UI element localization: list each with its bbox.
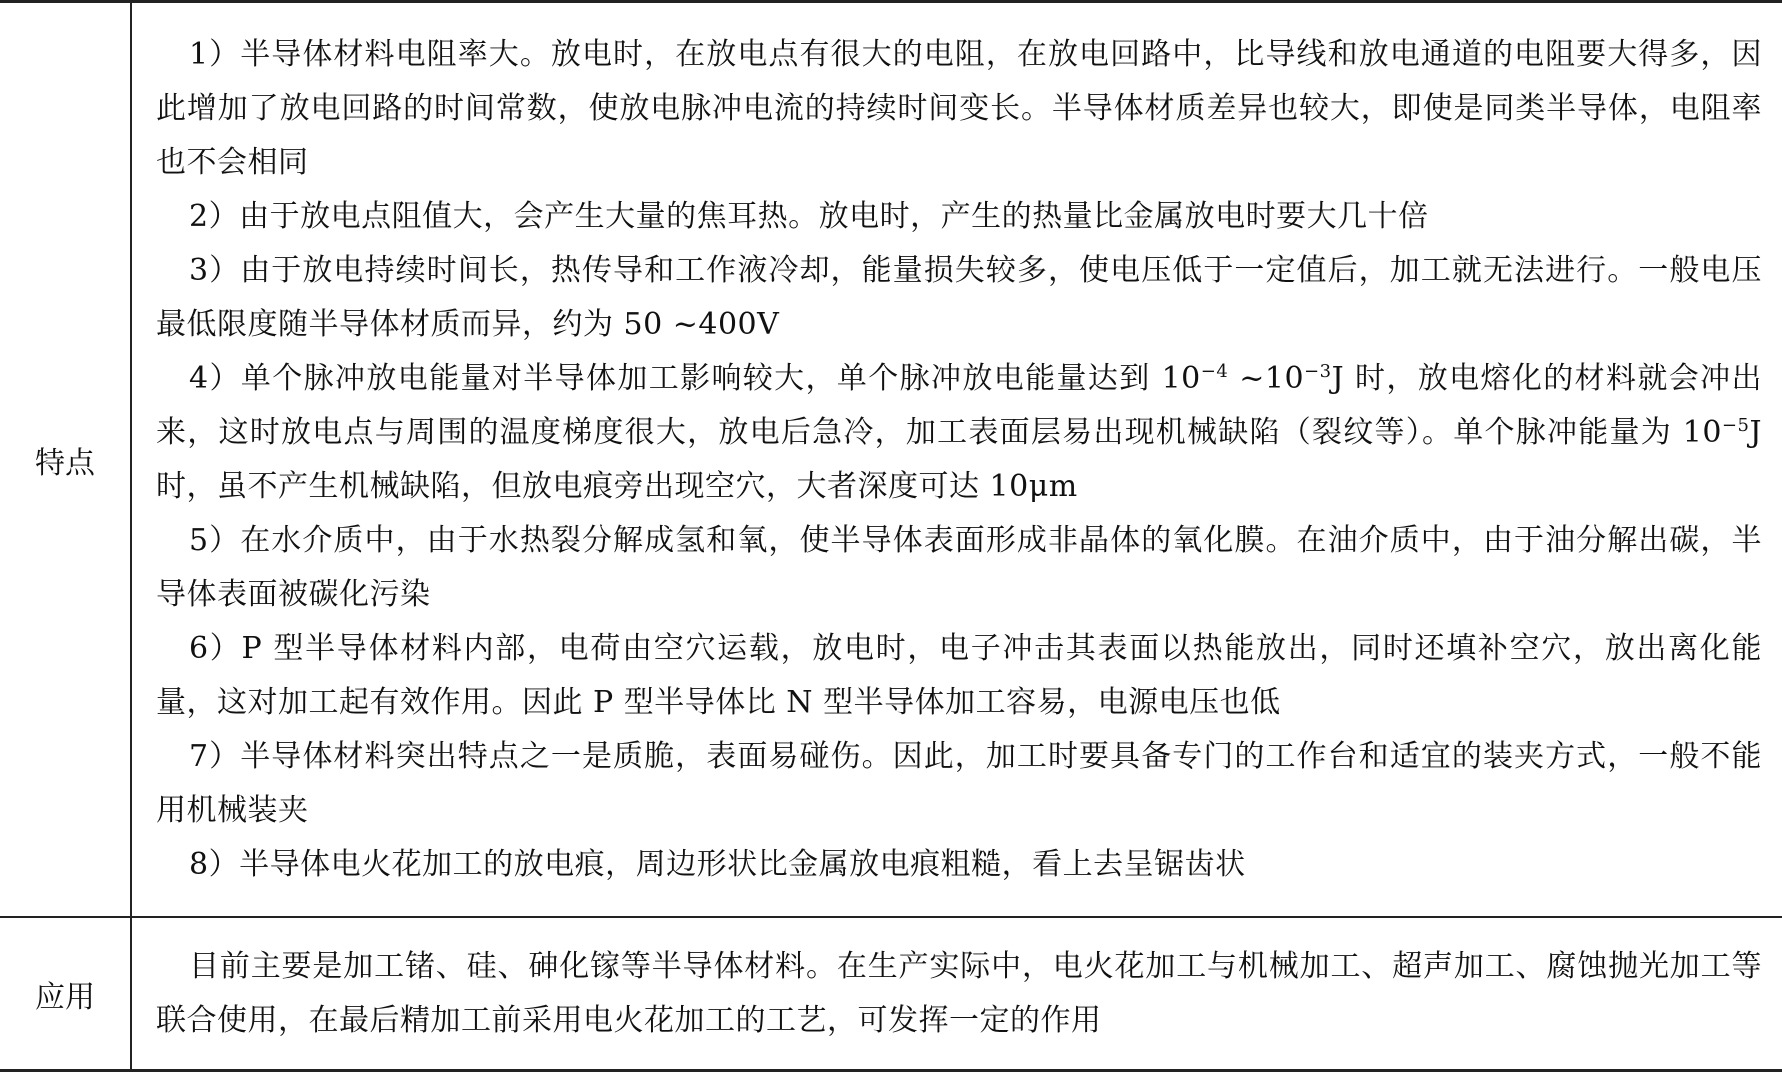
feature-paragraph-8: 8）半导体电火花加工的放电痕，周边形状比金属放电痕粗糙，看上去呈锯齿状 [189,846,1246,882]
table-row-application [0,917,1782,1071]
feature-paragraph-4 [156,352,1762,514]
application-paragraph: 目前主要是加工锗、硅、砷化镓等半导体材料。在生产实际中，电火花加工与机械加工、超声加工、腐蚀抛光加工等联合使用，在最后精加工前采用电火花加工的工艺，可发挥一定的作用 [156,948,1762,1038]
feature-paragraph-2: 2）由于放电点阻值大，会产生大量的焦耳热。放电时，产生的热量比金属放电时要大几十倍 [189,198,1429,234]
feature-4-text-d: J 时，虽不产生机械缺陷，但放电痕旁出现空穴，大者深度可达 10μm [156,414,1762,504]
feature-paragraph-3: 3）由于放电持续时间长，热传导和工作液冷却，能量损失较多，使电压低于一定值后，加工就无法进行。一般电压最低限度随半导体材质而异，约为 50 ~400V [156,252,1762,342]
feature-paragraph-1: 1）半导体材料电阻率大。放电时，在放电点有很大的电阻，在放电回路中，比导线和放电通道的电阻要大得多，因此增加了放电回路的时间常数，使放电脉冲电流的持续时间变长。半导体材质差异也较大，即使是同类半导体，电阻率也不会相同 [156,36,1762,180]
feature-paragraph-6: 6）P 型半导体材料内部，电荷由空穴运载，放电时，电子冲击其表面以热能放出，同时还填补空穴，放出离化能量，这对加工起有效作用。因此 P 型半导体比 N 型半导体加工容易，电源电压也低 [156,630,1762,720]
row-label-application: 应用 [0,917,131,1071]
feature-paragraph-5: 5）在水介质中，由于水热裂分解成氢和氧，使半导体表面形成非晶体的氧化膜。在油介质中，由于油分解出碳，半导体表面被碳化污染 [156,522,1762,612]
table-row-features [0,2,1782,918]
row-content-application [131,917,1782,1071]
exponent-neg5: −5 [1721,414,1750,436]
exponent-neg4: −4 [1200,360,1229,382]
row-content-features [131,2,1782,918]
exponent-neg3: −3 [1304,360,1332,382]
feature-4-text-b: ~10 [1228,360,1305,396]
feature-4-text-c: J 时，放电熔化的材料就会冲出来，这时放电点与周围的温度梯度很大，放电后急冷，加工表面层易出现机械缺陷（裂纹等）。单个脉冲能量为 10 [156,360,1763,450]
feature-paragraph-7: 7）半导体材料突出特点之一是质脆，表面易碰伤。因此，加工时要具备专门的工作台和适宜的装夹方式，一般不能用机械装夹 [156,738,1762,828]
row-label-features: 特点 [0,2,131,918]
feature-4-text-a: 4）单个脉冲放电能量对半导体加工影响较大，单个脉冲放电能量达到 10 [189,360,1201,396]
